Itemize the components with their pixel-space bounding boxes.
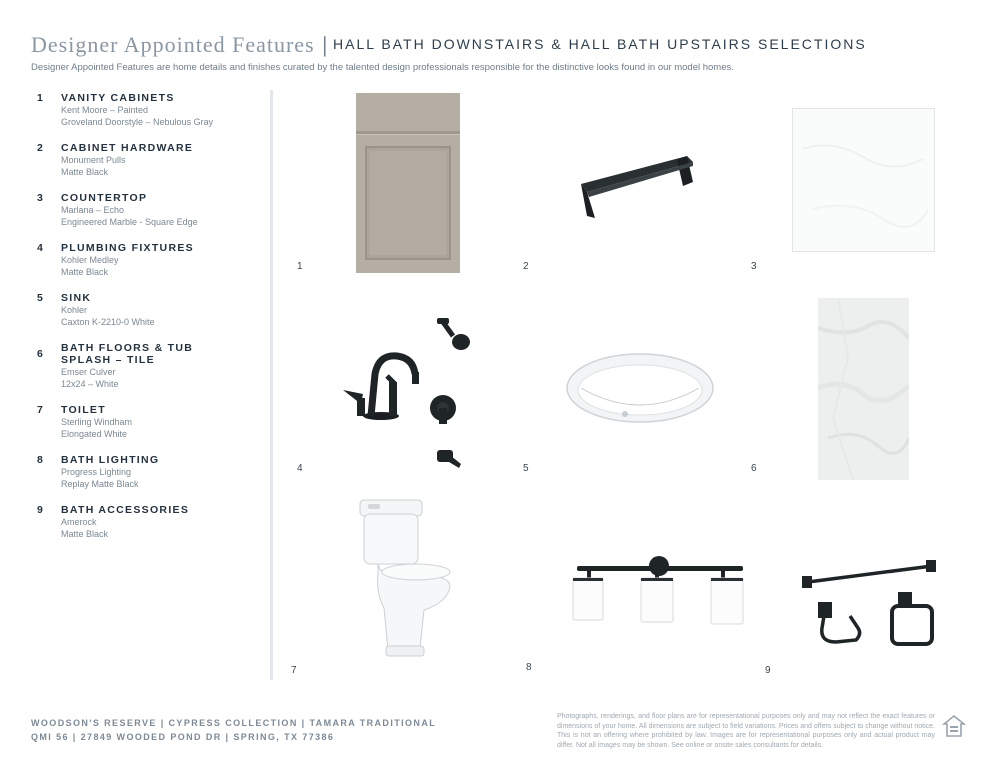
towel-bar-set-icon bbox=[800, 558, 940, 650]
toilet-icon bbox=[358, 498, 453, 660]
feature-detail: Emser Culver bbox=[61, 367, 116, 377]
tile-number: 7 bbox=[291, 665, 297, 676]
tile-number: 3 bbox=[751, 261, 757, 272]
feature-name: COUNTERTOP bbox=[61, 192, 148, 204]
feature-detail: Replay Matte Black bbox=[61, 479, 139, 489]
tile-number: 4 bbox=[297, 463, 303, 474]
feature-name: SINK bbox=[61, 292, 92, 304]
feature-name: CABINET HARDWARE bbox=[61, 142, 194, 154]
feature-name: TOILET bbox=[61, 404, 106, 416]
feature-detail: Kohler bbox=[61, 305, 88, 315]
page-title: Designer Appointed Features bbox=[31, 32, 315, 57]
feature-detail: Sterling Windham bbox=[61, 417, 133, 427]
feature-detail: Matte Black bbox=[61, 529, 109, 539]
feature-name: BATH LIGHTING bbox=[61, 454, 160, 466]
countertop-swatch-icon bbox=[792, 108, 935, 252]
feature-detail: Groveland Doorstyle – Nebulous Gray bbox=[61, 117, 214, 127]
feature-detail: Engineered Marble - Square Edge bbox=[61, 217, 198, 227]
feature-detail: Caxton K-2210-0 White bbox=[61, 317, 155, 327]
feature-number: 7 bbox=[37, 404, 43, 416]
community-line: WOODSON'S RESERVE | CYPRESS COLLECTION | TAMARA TRADITIONAL bbox=[31, 718, 437, 728]
feature-item bbox=[31, 404, 261, 440]
tile-number: 1 bbox=[297, 261, 303, 272]
faucet-set-icon bbox=[335, 312, 475, 472]
feature-detail: Kohler Medley bbox=[61, 255, 119, 265]
feature-name: BATH ACCESSORIES bbox=[61, 504, 190, 516]
feature-number: 4 bbox=[37, 242, 43, 254]
feature-list bbox=[31, 92, 261, 554]
equal-housing-icon bbox=[942, 714, 966, 738]
feature-item bbox=[31, 342, 261, 390]
tile-number: 6 bbox=[751, 463, 757, 474]
cabinet-door-icon bbox=[356, 93, 460, 273]
feature-number: 5 bbox=[37, 292, 43, 304]
feature-detail: Marlana – Echo bbox=[61, 205, 125, 215]
feature-detail: Amerock bbox=[61, 517, 97, 527]
feature-name: VANITY CABINETS bbox=[61, 92, 175, 104]
tile-swatch-icon bbox=[818, 298, 909, 480]
title-separator: | bbox=[322, 32, 328, 57]
feature-name: PLUMBING FIXTURES bbox=[61, 242, 194, 254]
feature-number: 2 bbox=[37, 142, 43, 154]
feature-name: BATH FLOORS & TUB SPLASH – TILE bbox=[61, 342, 194, 366]
feature-detail: Kent Moore – Painted bbox=[61, 105, 149, 115]
tile-number: 9 bbox=[765, 665, 771, 676]
page-description: Designer Appointed Features are home details and finishes curated by the talented design professionals responsible for the distinctive looks found in our model homes. bbox=[31, 62, 734, 73]
feature-number: 1 bbox=[37, 92, 43, 104]
feature-item bbox=[31, 142, 261, 178]
selection-title: HALL BATH DOWNSTAIRS & HALL BATH UPSTAIRS SELECTIONS bbox=[333, 36, 867, 52]
disclaimer: Photographs, renderings, and floor plans are for representational purposes only and may not reflect the exact features or dimensions of your home. All dimensions are subject to field variations. Prices and offers subject to change without notice. This is not an offering where prohibited by law. Images are for representational purposes only and actual product may differ. Not all images may be shown. See online or onsite sales consultants for details. bbox=[557, 713, 935, 749]
tile-number: 5 bbox=[523, 463, 529, 474]
feature-item bbox=[31, 504, 261, 540]
feature-number: 9 bbox=[37, 504, 43, 516]
feature-item bbox=[31, 92, 261, 128]
vanity-light-icon bbox=[571, 556, 747, 628]
feature-detail: Matte Black bbox=[61, 267, 109, 277]
feature-item bbox=[31, 454, 261, 490]
feature-detail: Elongated White bbox=[61, 429, 128, 439]
feature-number: 8 bbox=[37, 454, 43, 466]
feature-detail: Monument Pulls bbox=[61, 155, 126, 165]
column-divider bbox=[270, 90, 273, 680]
cabinet-pull-icon bbox=[575, 150, 697, 222]
feature-number: 3 bbox=[37, 192, 43, 204]
feature-item bbox=[31, 192, 261, 228]
address-line: QMI 56 | 27849 WOODED POND DR | SPRING, TX 77386 bbox=[31, 732, 335, 742]
page-header bbox=[31, 32, 867, 58]
feature-item bbox=[31, 242, 261, 278]
feature-detail: 12x24 – White bbox=[61, 379, 119, 389]
tile-number: 8 bbox=[526, 662, 532, 673]
sink-icon bbox=[565, 352, 715, 424]
footer-info bbox=[31, 716, 436, 744]
feature-detail: Progress Lighting bbox=[61, 467, 132, 477]
feature-item bbox=[31, 292, 261, 328]
feature-number: 6 bbox=[37, 348, 43, 360]
feature-detail: Matte Black bbox=[61, 167, 109, 177]
tile-number: 2 bbox=[523, 261, 529, 272]
